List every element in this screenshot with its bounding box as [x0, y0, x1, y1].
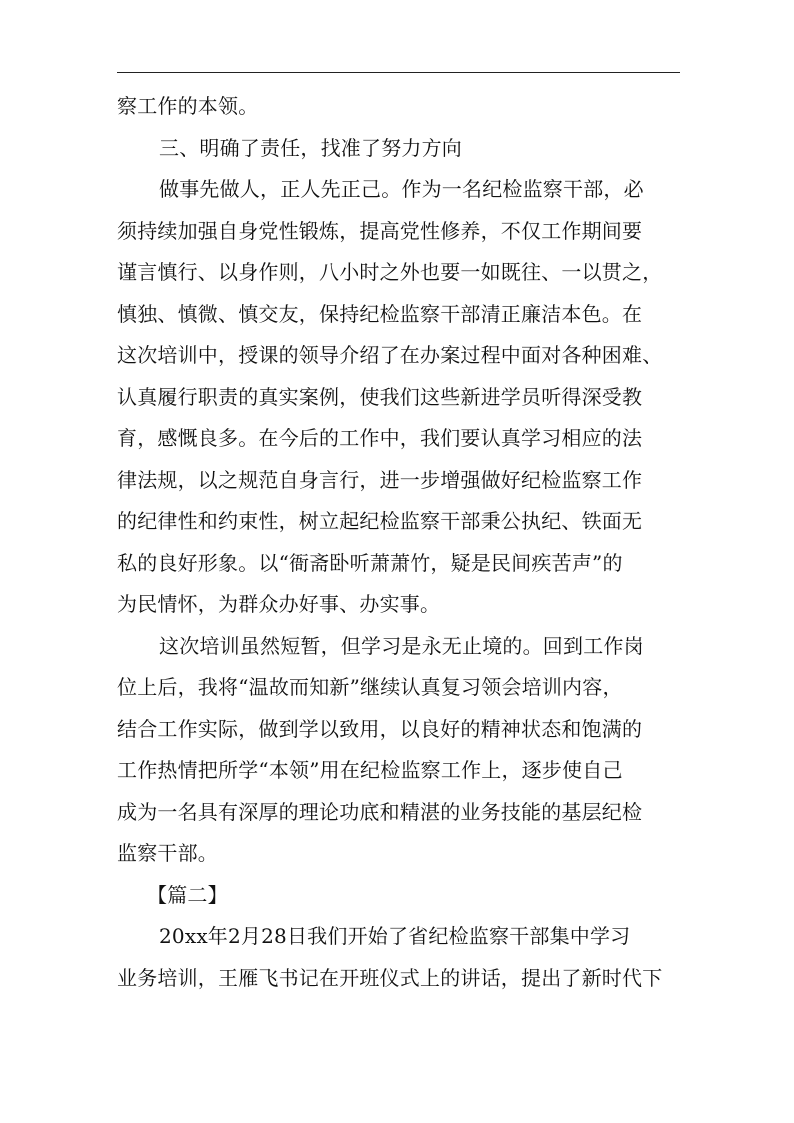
paragraph-start: 做事先做人，正人先正己。作为一名纪检监察干部，必 [159, 177, 644, 201]
paragraph-start: 这次培训虽然短暂，但学习是永无止境的。回到工作岗 [159, 633, 644, 658]
text-line: 育，感慨良多。在今后的工作中，我们要认真学习相应的法 [117, 426, 643, 450]
text-line: 这次培训中，授课的领导介绍了在办案过程中面对各种困难、 [117, 343, 663, 367]
text-line: 监察干部。 [117, 841, 218, 865]
text-line: 业务培训，王雁飞书记在开班仪式上的讲话，提出了新时代下 [117, 965, 663, 990]
text-line: 须持续加强自身党性锻炼，提高党性修养，不仅工作期间要 [117, 218, 643, 243]
document-body [117, 86, 682, 999]
section-heading: 三、明确了责任，找准了努力方向 [159, 135, 462, 160]
text-line: 察工作的本领。 [117, 94, 259, 118]
text-line: 慎独、慎微、慎交友，保持纪检监察干部清正廉洁本色。在 [117, 301, 643, 326]
paragraph-start: 20xx年2月28日我们开始了省纪检监察干部集中学习 [159, 924, 631, 948]
text-line: 认真履行职责的真实案例，使我们这些新进学员听得深受教 [117, 384, 643, 409]
text-line: 成为一名具有深厚的理论功底和精湛的业务技能的基层纪检 [117, 799, 643, 824]
text-line: 位上后，我将“温故而知新”继续认真复习领会培训内容， [117, 675, 623, 699]
header-rule [117, 72, 680, 73]
section-label: 【篇二】 [147, 882, 228, 907]
text-line: 谨言慎行、以身作则，八小时之外也要一如既往、一以贯之， [117, 260, 663, 284]
text-line: 的纪律性和约束性，树立起纪检监察干部秉公执纪、铁面无 [117, 509, 643, 533]
text-line: 律法规，以之规范自身言行，进一步增强做好纪检监察工作 [117, 467, 643, 492]
text-line: 为民情怀，为群众办好事、办实事。 [117, 592, 441, 616]
text-line: 私的良好形象。以“衙斋卧听萧萧竹，疑是民间疾苦声”的 [117, 550, 623, 575]
text-line: 结合工作实际，做到学以致用，以良好的精神状态和饱满的 [117, 716, 643, 741]
text-line: 工作热情把所学“本领”用在纪检监察工作上，逐步使自己 [117, 758, 623, 782]
